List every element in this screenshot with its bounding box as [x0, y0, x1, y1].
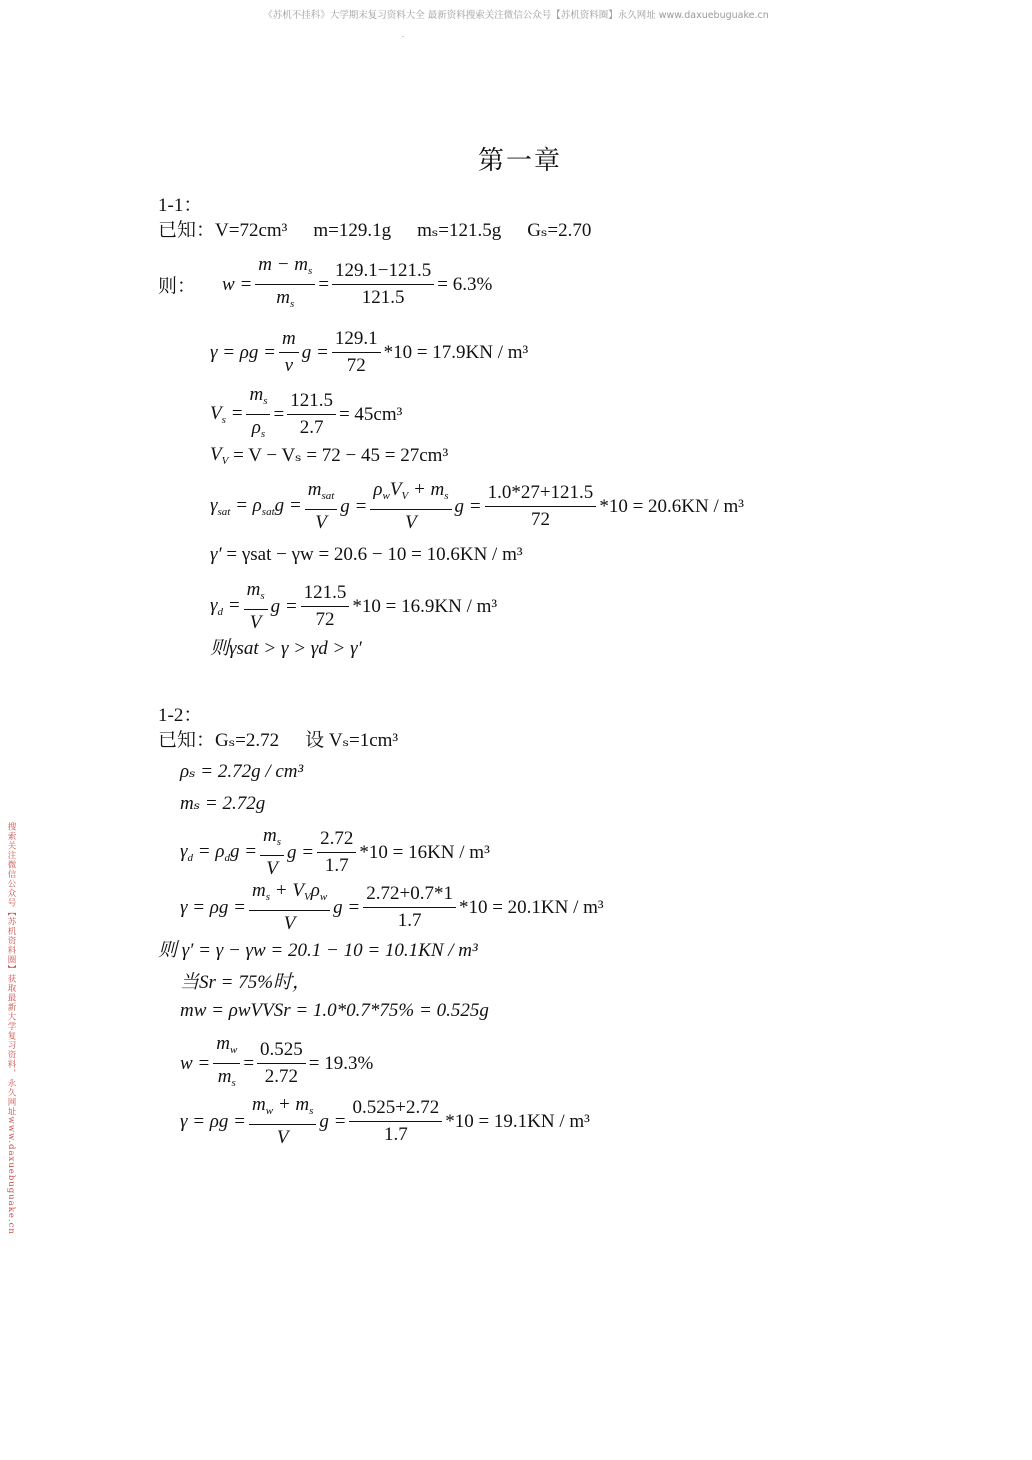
dot-mark: . — [402, 30, 404, 39]
eq-water-content-2: w = $\frac{m_w}{m_s}$ = $\frac{0.525}{2.72}$ = 19.3% — [180, 1033, 374, 1089]
vs-denominator: 2.7 — [299, 417, 324, 438]
eq-solid-density — [180, 760, 303, 783]
then-label: 则： — [158, 275, 197, 297]
gsat-numerator: 1.0*27+121.5 — [485, 482, 597, 507]
problem-1-1-heading: 1-1： — [158, 195, 203, 216]
vs-numerator: 121.5 — [287, 390, 336, 415]
known-specific-gravity: Gₛ=2.70 — [527, 220, 592, 241]
mw-text: mw = ρwVVSr = 1.0*0.7*75% = 0.525g — [180, 1000, 489, 1021]
conclusion-text: 则γsat > γ > γd > γ′ — [210, 638, 362, 659]
when-text: 当Sr = 75%时， — [180, 972, 312, 993]
eq-water-content: 则： w = $\frac{m - m_s}{m_s}$ = $\frac{129.1-121.5}{121.5}$ = 6.3% — [158, 254, 493, 310]
gd2-denominator: 1.7 — [324, 855, 349, 876]
g3-result: *10 = 19.1KN / m³ — [445, 1110, 590, 1132]
known-volume: V=72cm³ — [215, 220, 288, 241]
vv-result: = V − Vₛ = 72 − 45 = 27cm³ — [233, 445, 449, 466]
gd-numerator: 121.5 — [301, 582, 350, 607]
rho-s-text: ρₛ = 2.72g / cm³ — [180, 761, 304, 782]
top-watermark-note: 《苏机不挂科》大学期末复习资料大全 最新资料搜索关注微信公众号【苏机资料圈】永久网址 www.daxuebuguake.cn — [263, 10, 769, 21]
side-watermark-note: 搜索关注微信公众号【苏机资料圈】获取最新大学复习资料，永久网址www.daxuebuguake.cn — [6, 822, 16, 1235]
w2-result: = 19.3% — [308, 1052, 374, 1074]
known-specific-gravity-2: Gₛ=2.72 — [215, 730, 280, 751]
known-solid-mass: mₛ=121.5g — [417, 220, 502, 241]
known-label-2: 已知： — [158, 729, 216, 751]
eq-void-volume: $V_V$ = V − Vₛ = 72 − 45 = 27cm³ — [210, 444, 449, 467]
gamma-result: *10 = 17.9KN / m³ — [383, 341, 529, 363]
g2-numerator: 2.72+0.7*1 — [363, 883, 456, 908]
g2-result: *10 = 20.1KN / m³ — [458, 896, 604, 918]
eq-water-mass — [180, 1000, 489, 1022]
assumed-solid-volume: 设 Vₛ=1cm³ — [305, 730, 399, 751]
problem-1-2-heading: 1-2： — [158, 705, 203, 726]
known-label: 已知： — [158, 219, 216, 241]
gsat-result: *10 = 20.6KN / m³ — [599, 495, 744, 517]
g2-denominator: 1.7 — [397, 910, 422, 931]
vs-result: = 45cm³ — [338, 403, 403, 425]
gp-result: = γsat − γw = 20.6 − 10 = 10.6KN / m³ — [226, 544, 523, 565]
gd-denominator: 72 — [315, 609, 335, 630]
eq-conclusion — [210, 633, 362, 660]
ms-text: mₛ = 2.72g — [180, 793, 266, 814]
chapter-title: 第一章 — [478, 146, 563, 175]
w2-numerator: 0.525 — [257, 1039, 306, 1064]
eq-unit-weight-3: γ = ρg = $\frac{m_w + m_s}{V}$ g = $\frac{0.525+2.72}{1.7}$ *10 = 19.1KN / m³ — [180, 1094, 590, 1148]
problem-1-2-known — [158, 725, 398, 752]
eq-solid-volume: $V_s$ = $\frac{m_s}{\rho_s}$ = $\frac{121.5}{2.7}$ = 45cm³ — [210, 384, 403, 440]
g3-denominator: 1.7 — [383, 1124, 408, 1145]
eq-saturation-condition — [180, 967, 311, 994]
w-result: = 6.3% — [437, 273, 493, 295]
known-mass: m=129.1g — [313, 220, 392, 241]
eq-dry-unit-weight: $\gamma_d$ = $\frac{m_s}{V}$ g = $\frac{121.5}{72}$ *10 = 16.9KN / m³ — [210, 579, 498, 633]
eq-saturated-unit-weight: $\gamma_{sat} = \rho_{sat}g$ = $\frac{m_{sat}}{V}$ g = $\frac{\rho_wV_V + m_s}{V}$ g = $\frac{1.0*27+121.5}{72}$ *10 = 20.6KN / m³ — [210, 479, 744, 533]
eq-unit-weight-2: γ = ρg = $\frac{m_s + V_V\rho_w}{V}$ g = $\frac{2.72+0.7*1}{1.7}$ *10 = 20.1KN / m³ — [180, 880, 604, 934]
g3-numerator: 0.525+2.72 — [349, 1097, 442, 1122]
w2-denominator: 2.72 — [264, 1066, 299, 1087]
gamma-denominator: 72 — [346, 355, 366, 376]
gd2-result: *10 = 16KN / m³ — [359, 841, 490, 863]
gamma-numerator: 129.1 — [332, 328, 381, 353]
problem-1-1-known — [158, 215, 591, 242]
gd2-numerator: 2.72 — [317, 828, 356, 853]
eq-buoyant-unit-weight: γ′ = γsat − γw = 20.6 − 10 = 10.6KN / m³ — [210, 544, 523, 565]
eq-unit-weight: γ = ρg = $\frac{m}{v}$ g = $\frac{129.1}{72}$ *10 = 17.9KN / m³ — [210, 328, 529, 376]
eq-buoyant-unit-weight-2 — [158, 935, 478, 962]
eq-solid-mass — [180, 792, 265, 815]
gd-result: *10 = 16.9KN / m³ — [352, 595, 498, 617]
gp2-text: 则 γ′ = γ − γw = 20.1 − 10 = 10.1KN / m³ — [158, 940, 478, 961]
w-denominator: 121.5 — [361, 287, 405, 308]
eq-dry-unit-weight-2: $\gamma_d = \rho_dg$ = $\frac{m_s}{V}$ g = $\frac{2.72}{1.7}$ *10 = 16KN / m³ — [180, 825, 490, 879]
gsat-denominator: 72 — [530, 509, 550, 530]
w-numerator: 129.1−121.5 — [332, 260, 434, 285]
